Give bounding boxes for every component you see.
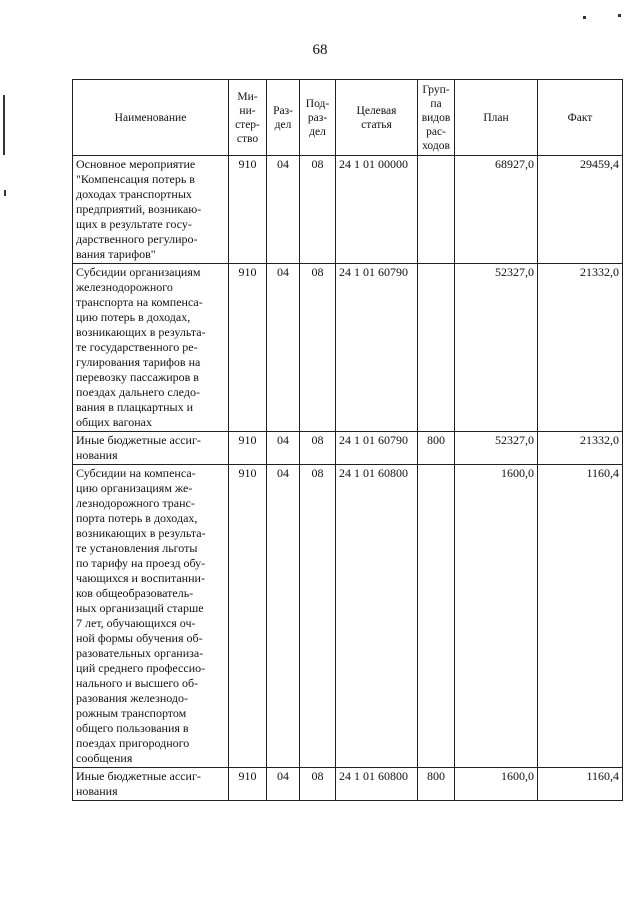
target-article: 24 1 01 00000: [336, 156, 418, 264]
row-name: [73, 465, 229, 768]
row-name-line: Субсидии на компенса-: [76, 466, 196, 480]
razdel-code: 04: [267, 264, 300, 432]
scan-artifact: [618, 14, 621, 17]
podrazdel-code: 08: [300, 768, 336, 801]
target-article: 24 1 01 60790: [336, 264, 418, 432]
row-name-line: вания в плацкартных и: [76, 400, 193, 414]
page-number: 68: [312, 42, 328, 58]
header-line: Под-: [305, 97, 330, 110]
ministry-code: 910: [229, 432, 267, 465]
expense-group: [418, 264, 455, 432]
header-line: Ми-: [237, 90, 258, 103]
header-line: Раз-: [273, 104, 293, 117]
row-name-line: те государственного ре-: [76, 340, 198, 354]
table-row: [73, 156, 623, 264]
fact-amount: 21332,0: [538, 432, 623, 465]
header-ministry: [229, 80, 267, 156]
row-name-line: перевозку пассажиров в: [76, 370, 199, 384]
expense-group: [418, 156, 455, 264]
row-name-line: поездах дальнего следо-: [76, 385, 200, 399]
row-name-line: ных организаций старше: [76, 601, 204, 615]
podrazdel-code: 08: [300, 156, 336, 264]
header-line: ходов: [422, 139, 450, 152]
row-name-line: ков общеобразователь-: [76, 586, 194, 600]
plan-amount: 52327,0: [455, 264, 538, 432]
row-name-line: дарственного регулиро-: [76, 232, 198, 246]
header-line: па: [430, 97, 442, 110]
target-article: 24 1 01 60800: [336, 768, 418, 801]
plan-amount: 1600,0: [455, 465, 538, 768]
scan-artifact: [583, 16, 586, 19]
header-fact: Факт: [538, 80, 623, 156]
row-name-line: возникающих в результа-: [76, 325, 206, 339]
header-line: статья: [361, 118, 392, 131]
podrazdel-code: 08: [300, 264, 336, 432]
row-name-line: порта потерь в доходах,: [76, 511, 198, 525]
row-name-line: предприятий, возникаю-: [76, 202, 202, 216]
row-name-line: возникающих в результа-: [76, 526, 206, 540]
row-name-line: чающихся и воспитанни-: [76, 571, 205, 585]
header-podrazdel: [300, 80, 336, 156]
row-name-line: рожным транспортом: [76, 706, 187, 720]
row-name-line: вания тарифов": [76, 247, 156, 261]
header-line: видов: [421, 111, 451, 124]
header-plan: План: [455, 80, 538, 156]
row-name: [73, 156, 229, 264]
fact-amount: 1160,4: [538, 768, 623, 801]
row-name: [73, 432, 229, 465]
row-name: [73, 264, 229, 432]
row-name-line: Иные бюджетные ассиг-: [76, 769, 201, 783]
row-name-line: железнодорожного: [76, 280, 173, 294]
row-name-line: те установления льготы: [76, 541, 198, 555]
expense-group: [418, 465, 455, 768]
ministry-code: 910: [229, 156, 267, 264]
row-name-line: транспорта на компенса-: [76, 295, 203, 309]
row-name-line: разования железнодо-: [76, 691, 189, 705]
podrazdel-code: 08: [300, 465, 336, 768]
target-article: 24 1 01 60790: [336, 432, 418, 465]
header-line: ство: [236, 132, 259, 145]
row-name-line: нального и высшего об-: [76, 676, 199, 690]
row-name-line: разовательных организа-: [76, 646, 204, 660]
header-line: ни-: [239, 104, 256, 117]
row-name-line: по тарифу на проезд обу-: [76, 556, 206, 570]
scan-artifact: [3, 95, 5, 155]
razdel-code: 04: [267, 432, 300, 465]
row-name-line: общих вагонах: [76, 415, 152, 429]
plan-amount: 1600,0: [455, 768, 538, 801]
row-name: [73, 768, 229, 801]
header-target: [336, 80, 418, 156]
row-name-line: Основное мероприятие: [76, 157, 196, 171]
row-name-line: нования: [76, 784, 118, 798]
table-header-row: [73, 80, 623, 156]
row-name-line: цию потерь в доходах,: [76, 310, 191, 324]
row-name-line: поездах пригородного: [76, 736, 190, 750]
header-line: дел: [309, 125, 326, 138]
scan-artifact: [4, 190, 6, 196]
header-line: Груп-: [422, 83, 450, 96]
plan-amount: 68927,0: [455, 156, 538, 264]
header-line: дел: [274, 118, 292, 131]
row-name-line: ций среднего профессио-: [76, 661, 206, 675]
expense-group: 800: [418, 432, 455, 465]
row-name-line: общего пользования в: [76, 721, 189, 735]
row-name-line: 7 лет, обучающихся оч-: [76, 616, 196, 630]
row-name-line: щих в результате госу-: [76, 217, 192, 231]
fact-amount: 1160,4: [538, 465, 623, 768]
target-article: 24 1 01 60800: [336, 465, 418, 768]
row-name-line: цию организациям же-: [76, 481, 193, 495]
table-row: [73, 465, 623, 768]
plan-amount: 52327,0: [455, 432, 538, 465]
row-name-line: Иные бюджетные ассиг-: [76, 433, 201, 447]
podrazdel-code: 08: [300, 432, 336, 465]
header-line: стер-: [235, 118, 260, 131]
header-group: [418, 80, 455, 156]
ministry-code: 910: [229, 264, 267, 432]
header-line: раз-: [307, 111, 328, 124]
header-razdel: [267, 80, 300, 156]
razdel-code: 04: [267, 768, 300, 801]
row-name-line: нования: [76, 448, 118, 462]
fact-amount: 21332,0: [538, 264, 623, 432]
table-row: [73, 432, 623, 465]
table-row: [73, 768, 623, 801]
row-name-line: Субсидии организациям: [76, 265, 201, 279]
row-name-line: ной формы обучения об-: [76, 631, 203, 645]
table-row: [73, 264, 623, 432]
budget-table: [72, 79, 623, 801]
expense-group: 800: [418, 768, 455, 801]
razdel-code: 04: [267, 465, 300, 768]
ministry-code: 910: [229, 768, 267, 801]
row-name-line: "Компенсация потерь в: [76, 172, 195, 186]
row-name-line: гулирования тарифов на: [76, 355, 201, 369]
header-name: Наименование: [73, 80, 229, 156]
fact-amount: 29459,4: [538, 156, 623, 264]
header-line: Целевая: [356, 104, 397, 117]
header-line: рас-: [426, 125, 446, 138]
row-name-line: лезнодорожного транс-: [76, 496, 195, 510]
row-name-line: доходах транспортных: [76, 187, 192, 201]
ministry-code: 910: [229, 465, 267, 768]
razdel-code: 04: [267, 156, 300, 264]
row-name-line: сообщения: [76, 751, 133, 765]
